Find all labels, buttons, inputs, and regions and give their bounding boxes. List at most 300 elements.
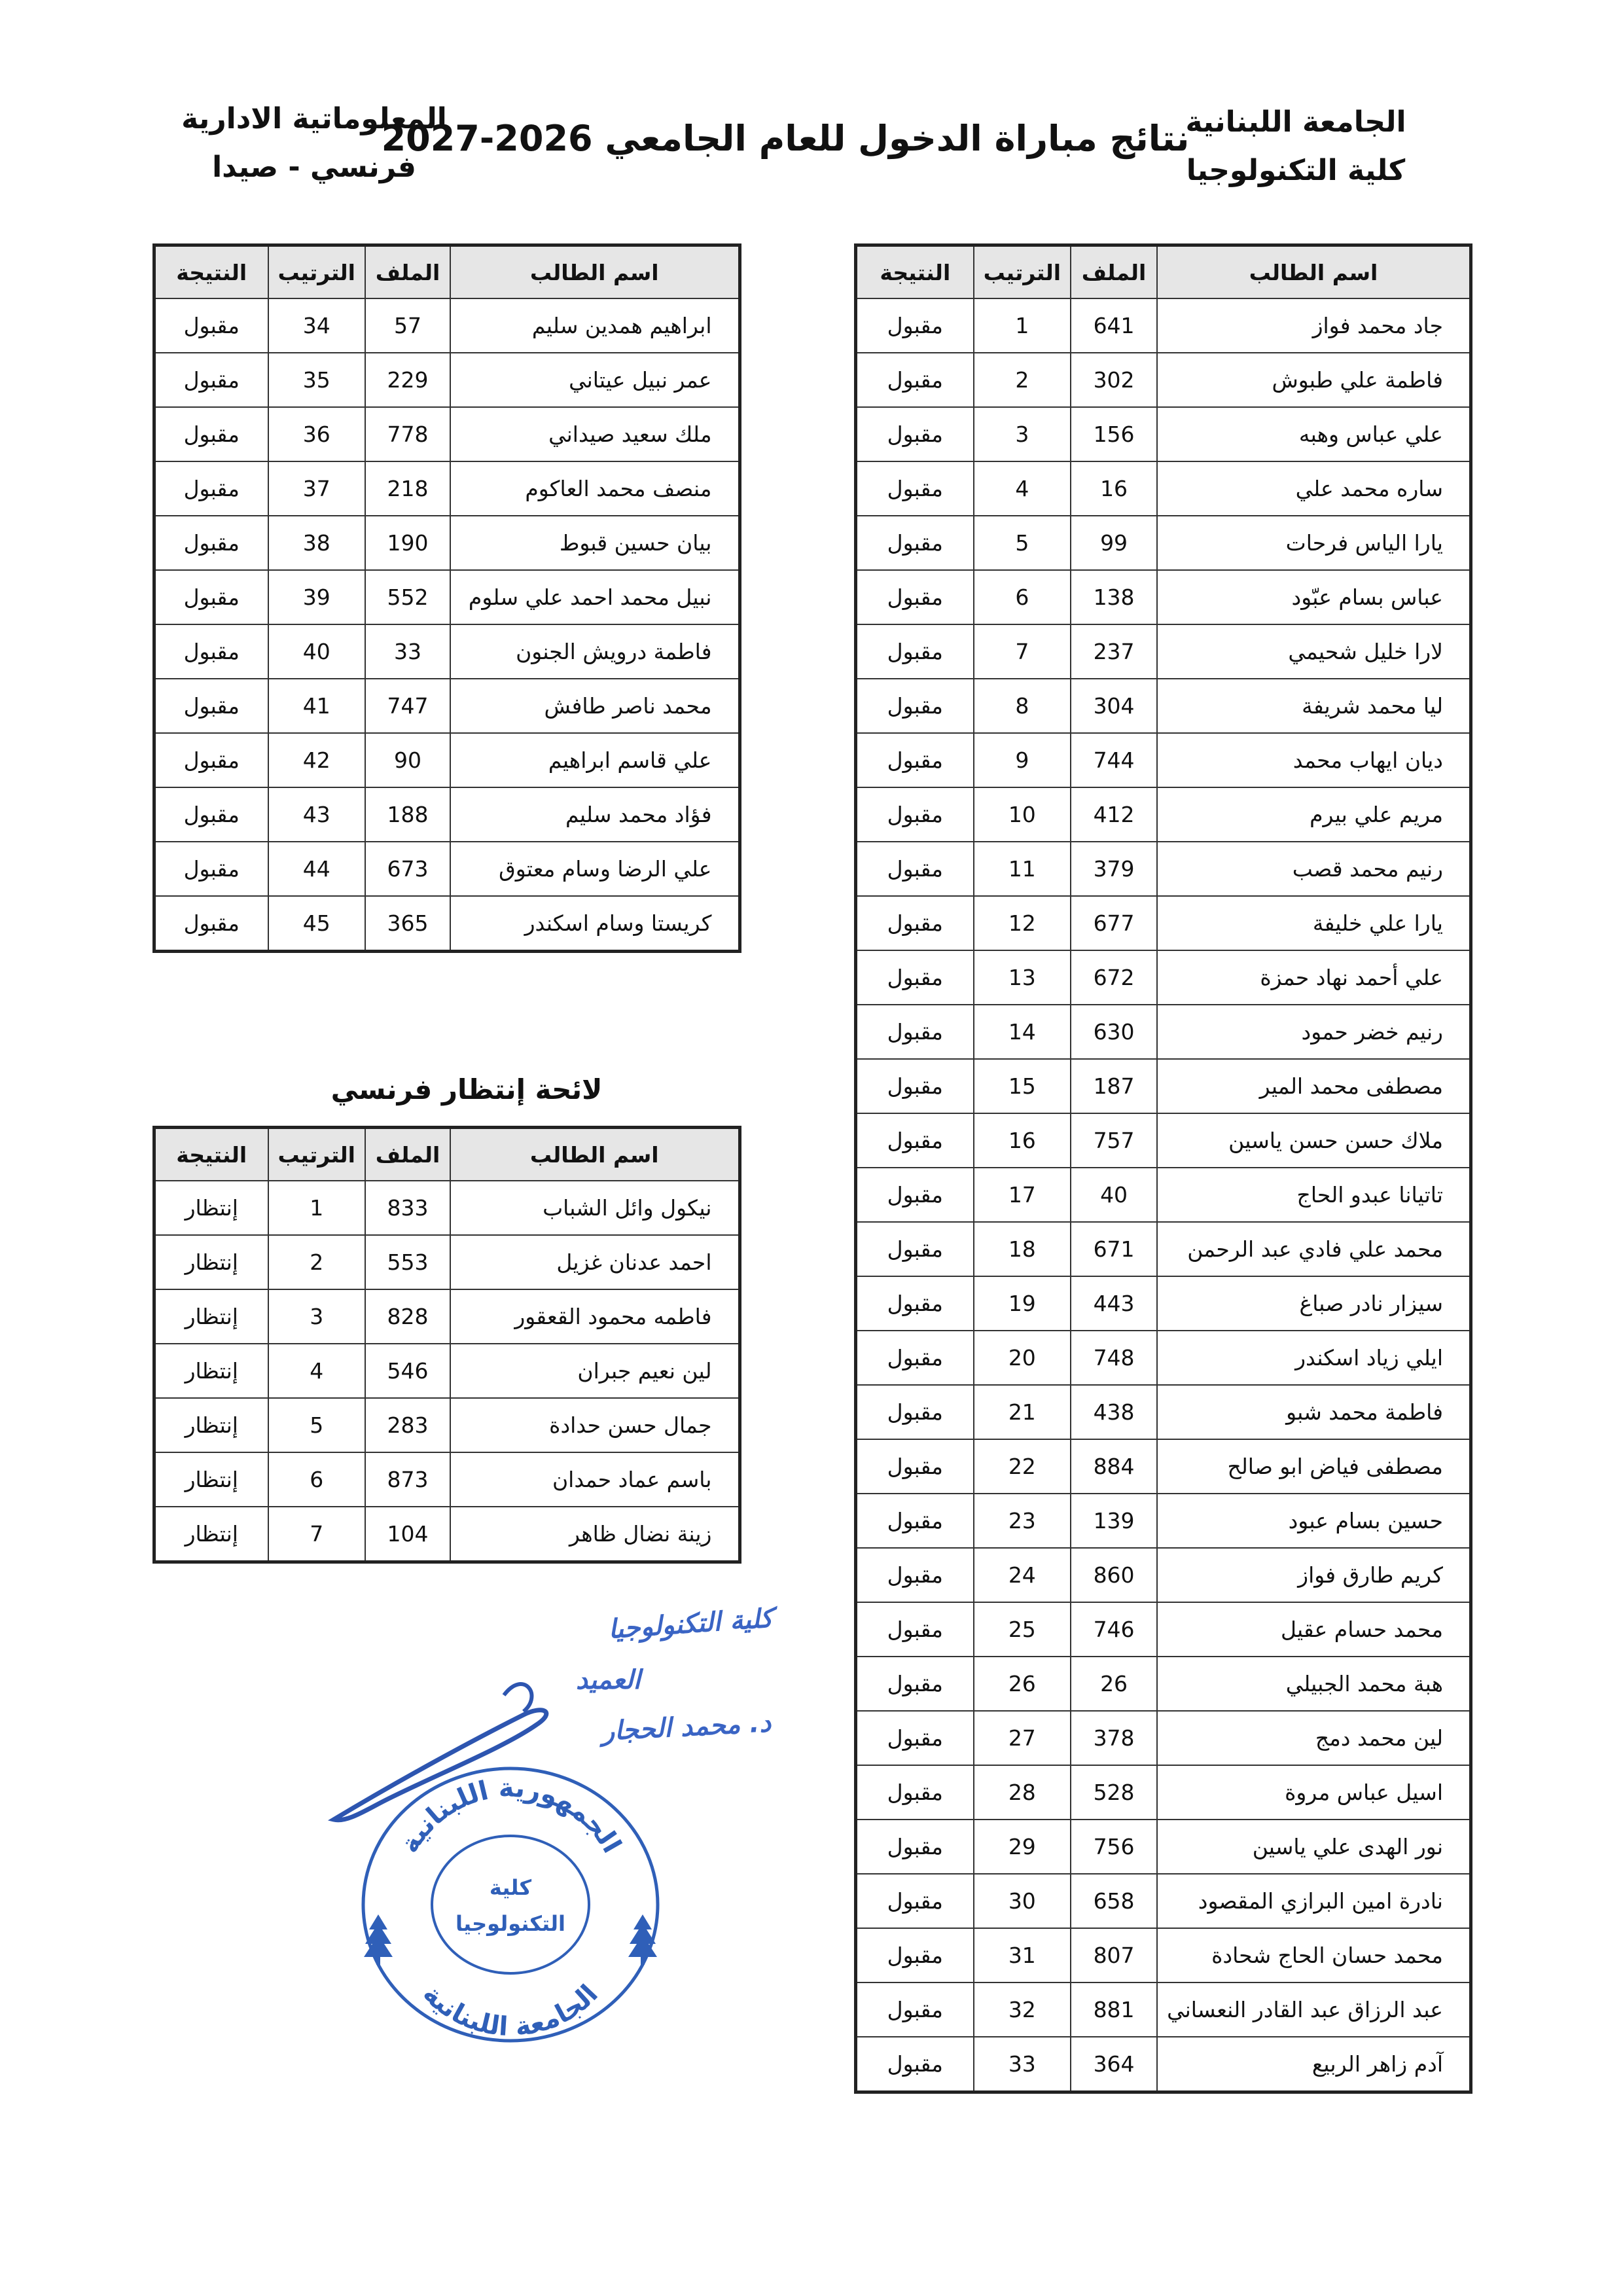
cell-file: 156: [1071, 407, 1157, 461]
cell-rank: 1: [974, 298, 1071, 353]
cell-result: مقبول: [154, 516, 268, 570]
cell-rank: 15: [974, 1059, 1071, 1113]
cell-result: مقبول: [856, 516, 974, 570]
cell-rank: 20: [974, 1331, 1071, 1385]
table-header-row: [154, 245, 740, 299]
waitlist-title: [152, 1073, 728, 1105]
cell-rank: 6: [268, 1452, 366, 1507]
cell-file: 748: [1071, 1331, 1157, 1385]
cell-file: 807: [1071, 1928, 1157, 1982]
cell-rank: 5: [974, 516, 1071, 570]
table-header-row: [856, 245, 1471, 299]
cell-file: 104: [365, 1507, 450, 1562]
cell-rank: 10: [974, 787, 1071, 842]
table-row: [856, 896, 1471, 950]
table-row: [856, 1168, 1471, 1222]
table-row: [856, 950, 1471, 1005]
stamp-text-top: [394, 1773, 626, 1858]
table-header-row: [154, 1128, 740, 1181]
cell-file: 40: [1071, 1168, 1157, 1222]
cell-name: فاطمة محمد شبو: [1157, 1385, 1471, 1439]
cell-rank: 41: [268, 679, 366, 733]
cell-name: حسين بسام عبود: [1157, 1494, 1471, 1548]
cell-result: مقبول: [856, 1222, 974, 1276]
cell-file: 641: [1071, 298, 1157, 353]
results-table-second: [152, 243, 741, 953]
cell-name: لارا خليل شحيمي: [1157, 624, 1471, 679]
cell-result: مقبول: [856, 1005, 974, 1059]
table-row: [856, 1928, 1471, 1982]
cell-result: مقبول: [856, 1711, 974, 1765]
cell-name: علي الرضا وسام معتوق: [450, 842, 740, 896]
column-header-rank: الترتيب: [268, 245, 366, 299]
cell-rank: 38: [268, 516, 366, 570]
cell-result: مقبول: [154, 624, 268, 679]
cell-result: مقبول: [856, 679, 974, 733]
cell-rank: 4: [974, 461, 1071, 516]
cell-rank: 42: [268, 733, 366, 787]
cell-result: مقبول: [856, 1874, 974, 1928]
cell-file: 229: [365, 353, 450, 407]
cell-rank: 28: [974, 1765, 1071, 1820]
cell-result: مقبول: [154, 679, 268, 733]
cell-name: رنيم محمد قصب: [1157, 842, 1471, 896]
cell-rank: 34: [268, 298, 366, 353]
cell-name: علي عباس وهبه: [1157, 407, 1471, 461]
table-row: [856, 1548, 1471, 1602]
cell-file: 546: [365, 1344, 450, 1398]
cell-rank: 25: [974, 1602, 1071, 1657]
cell-file: 16: [1071, 461, 1157, 516]
stamp-outer-ring: [363, 1768, 658, 2041]
cedar-icon-left: [364, 1914, 393, 1965]
table-row: [856, 298, 1471, 353]
table-row: [856, 1113, 1471, 1168]
results-table-main: [854, 243, 1472, 2094]
table-row: [856, 461, 1471, 516]
cell-name: يارا علي خليفة: [1157, 896, 1471, 950]
cell-name: ليا محمد شريفة: [1157, 679, 1471, 733]
signature-loop: [504, 1684, 531, 1712]
cell-rank: 13: [974, 950, 1071, 1005]
column-header-file: الملف: [365, 1128, 450, 1181]
column-header-file: الملف: [1071, 245, 1157, 299]
cell-file: 747: [365, 679, 450, 733]
cell-file: 658: [1071, 1874, 1157, 1928]
cell-result: مقبول: [856, 1602, 974, 1657]
cell-name: محمد حسام عقيل: [1157, 1602, 1471, 1657]
table-row: [154, 407, 740, 461]
waitlist-title-text: لائحة إنتظار فرنسي: [330, 1073, 603, 1105]
cell-name: فاطمة علي طبوش: [1157, 353, 1471, 407]
cell-name: مريم علي بيرم: [1157, 787, 1471, 842]
cedar-icon-right: [628, 1914, 657, 1965]
waitlist-table-body: [154, 1181, 740, 1562]
cell-result: مقبول: [154, 407, 268, 461]
table-row: [856, 1439, 1471, 1494]
table-row: [154, 570, 740, 624]
results-table-main-body: [856, 298, 1471, 2092]
cell-result: مقبول: [154, 787, 268, 842]
cell-rank: 45: [268, 896, 366, 952]
cell-name: عبد الرزاق عبد القادر النعساني: [1157, 1982, 1471, 2037]
table-row: [856, 1657, 1471, 1711]
cell-rank: 39: [268, 570, 366, 624]
table-row: [154, 896, 740, 952]
cell-file: 833: [365, 1181, 450, 1235]
cell-result: مقبول: [154, 353, 268, 407]
table-row: [856, 516, 1471, 570]
cell-file: 190: [365, 516, 450, 570]
column-header-name: اسم الطالب: [1157, 245, 1471, 299]
cell-name: جاد محمد فواز: [1157, 298, 1471, 353]
table-row: [856, 1005, 1471, 1059]
cell-name: ابراهيم همدين سليم: [450, 298, 740, 353]
cell-file: 884: [1071, 1439, 1157, 1494]
cell-name: ساره محمد علي: [1157, 461, 1471, 516]
cell-result: إنتظار: [154, 1398, 268, 1452]
cell-rank: 4: [268, 1344, 366, 1398]
column-header-result: النتيجة: [154, 1128, 268, 1181]
cell-rank: 7: [268, 1507, 366, 1562]
cell-result: مقبول: [856, 842, 974, 896]
cell-result: مقبول: [856, 1657, 974, 1711]
cell-result: مقبول: [856, 1982, 974, 2037]
table-row: [154, 461, 740, 516]
table-row: [856, 1982, 1471, 2037]
cell-file: 378: [1071, 1711, 1157, 1765]
cell-rank: 16: [974, 1113, 1071, 1168]
table-row: [856, 1765, 1471, 1820]
cell-result: إنتظار: [154, 1181, 268, 1235]
cell-name: فؤاد محمد سليم: [450, 787, 740, 842]
cell-result: مقبول: [856, 1168, 974, 1222]
cell-result: مقبول: [856, 1385, 974, 1439]
stamp-inner-ring: [432, 1836, 589, 1973]
cell-file: 139: [1071, 1494, 1157, 1548]
cell-rank: 30: [974, 1874, 1071, 1928]
page-title-text: نتائج مباراة الدخول للعام الجامعي 2026-2027: [381, 118, 1190, 159]
table-row: [154, 1398, 740, 1452]
cell-name: نادرة امين البرازي المقصود: [1157, 1874, 1471, 1928]
cell-rank: 3: [974, 407, 1071, 461]
cell-name: ملك سعيد صيداني: [450, 407, 740, 461]
cell-name: ديان ايهاب محمد: [1157, 733, 1471, 787]
cell-result: مقبول: [154, 570, 268, 624]
cell-file: 672: [1071, 950, 1157, 1005]
cell-result: مقبول: [856, 1928, 974, 1982]
cell-rank: 19: [974, 1276, 1071, 1331]
stamp-inner-line2: التكنولوجيا: [455, 1911, 565, 1936]
cell-file: 364: [1071, 2037, 1157, 2092]
column-header-name: اسم الطالب: [450, 1128, 740, 1181]
cell-result: مقبول: [856, 1765, 974, 1820]
cell-file: 746: [1071, 1602, 1157, 1657]
cell-rank: 24: [974, 1548, 1071, 1602]
cell-result: مقبول: [856, 1439, 974, 1494]
cell-rank: 3: [268, 1289, 366, 1344]
cell-result: مقبول: [856, 1548, 974, 1602]
cell-name: علي قاسم ابراهيم: [450, 733, 740, 787]
column-header-rank: الترتيب: [268, 1128, 366, 1181]
cell-result: مقبول: [856, 1820, 974, 1874]
department-name: المعلوماتية الادارية: [181, 102, 447, 135]
cell-rank: 2: [974, 353, 1071, 407]
cell-file: 90: [365, 733, 450, 787]
cell-result: إنتظار: [154, 1507, 268, 1562]
table-row: [856, 1276, 1471, 1331]
cell-rank: 1: [268, 1181, 366, 1235]
cell-rank: 44: [268, 842, 366, 896]
cell-rank: 2: [268, 1235, 366, 1289]
cell-file: 881: [1071, 1982, 1157, 2037]
cell-name: نور الهدى علي ياسين: [1157, 1820, 1471, 1874]
cell-file: 828: [365, 1289, 450, 1344]
cell-file: 630: [1071, 1005, 1157, 1059]
stamp-text-top-path: الجمهورية اللبنانية: [394, 1772, 627, 1859]
cell-name: يارا الياس فرحات: [1157, 516, 1471, 570]
cell-rank: 32: [974, 1982, 1071, 2037]
cell-name: رنيم خضر حمود: [1157, 1005, 1471, 1059]
table-row: [154, 1235, 740, 1289]
cell-result: مقبول: [856, 298, 974, 353]
cell-file: 138: [1071, 570, 1157, 624]
cell-result: مقبول: [856, 950, 974, 1005]
cell-result: إنتظار: [154, 1452, 268, 1507]
cell-file: 528: [1071, 1765, 1157, 1820]
column-header-rank: الترتيب: [974, 245, 1071, 299]
cell-name: زينة نضال ظاهر: [450, 1507, 740, 1562]
cell-result: مقبول: [856, 2037, 974, 2092]
cell-rank: 31: [974, 1928, 1071, 1982]
cell-rank: 27: [974, 1711, 1071, 1765]
table-row: [154, 1181, 740, 1235]
cell-rank: 17: [974, 1168, 1071, 1222]
table-row: [154, 1289, 740, 1344]
cell-result: مقبول: [856, 353, 974, 407]
cell-file: 860: [1071, 1548, 1157, 1602]
cell-name: احمد عدنان غزيل: [450, 1235, 740, 1289]
cell-result: مقبول: [154, 842, 268, 896]
cell-file: 33: [365, 624, 450, 679]
column-header-name: اسم الطالب: [450, 245, 740, 299]
table-row: [154, 353, 740, 407]
cell-file: 757: [1071, 1113, 1157, 1168]
cell-result: مقبول: [154, 733, 268, 787]
cell-rank: 37: [268, 461, 366, 516]
table-row: [856, 679, 1471, 733]
table-row: [154, 624, 740, 679]
table-row: [856, 353, 1471, 407]
cell-name: جمال حسن حدادة: [450, 1398, 740, 1452]
cell-file: 671: [1071, 1222, 1157, 1276]
cell-result: إنتظار: [154, 1344, 268, 1398]
cell-result: مقبول: [856, 733, 974, 787]
cell-rank: 6: [974, 570, 1071, 624]
cell-file: 552: [365, 570, 450, 624]
table-row: [154, 787, 740, 842]
faculty-name: كلية التكنولوجيا: [1186, 154, 1406, 187]
cell-result: مقبول: [856, 787, 974, 842]
table-row: [856, 1711, 1471, 1765]
cell-result: مقبول: [154, 298, 268, 353]
cell-rank: 35: [268, 353, 366, 407]
cell-name: فاطمة درويش الجنون: [450, 624, 740, 679]
cell-name: منصف محمد العاكوم: [450, 461, 740, 516]
table-row: [856, 407, 1471, 461]
table-row: [154, 298, 740, 353]
cell-name: علي أحمد نهاد حمزة: [1157, 950, 1471, 1005]
table-row: [856, 787, 1471, 842]
cell-name: كريم طارق فواز: [1157, 1548, 1471, 1602]
table-row: [856, 842, 1471, 896]
cell-name: اسيل عباس مروة: [1157, 1765, 1471, 1820]
cell-rank: 29: [974, 1820, 1071, 1874]
cell-rank: 11: [974, 842, 1071, 896]
column-header-file: الملف: [365, 245, 450, 299]
cell-name: محمد حسان الحاج شحادة: [1157, 1928, 1471, 1982]
cell-name: تاتيانا عبدو الحاج: [1157, 1168, 1471, 1222]
table-row: [856, 1602, 1471, 1657]
stamp-inner-line1: كلية: [489, 1875, 532, 1900]
cell-name: آدم زاهر الربيع: [1157, 2037, 1471, 2092]
cell-rank: 21: [974, 1385, 1071, 1439]
cell-file: 365: [365, 896, 450, 952]
cell-rank: 26: [974, 1657, 1071, 1711]
table-row: [856, 733, 1471, 787]
table-row: [856, 624, 1471, 679]
cell-result: مقبول: [856, 1331, 974, 1385]
cell-file: 187: [1071, 1059, 1157, 1113]
cell-result: إنتظار: [154, 1235, 268, 1289]
signature-line-faculty: كلية التكنولوجيا: [607, 1603, 774, 1645]
cell-name: باسم عماد حمدان: [450, 1452, 740, 1507]
table-row: [154, 733, 740, 787]
cell-result: مقبول: [856, 407, 974, 461]
cell-result: مقبول: [856, 624, 974, 679]
cell-rank: 40: [268, 624, 366, 679]
cell-file: 756: [1071, 1820, 1157, 1874]
cell-name: لين محمد دمج: [1157, 1711, 1471, 1765]
table-row: [856, 1385, 1471, 1439]
signature-line-dean: العميد: [576, 1665, 641, 1695]
cell-result: مقبول: [856, 896, 974, 950]
table-row: [856, 1494, 1471, 1548]
cell-rank: 12: [974, 896, 1071, 950]
cell-name: ايلي زياد اسكندر: [1157, 1331, 1471, 1385]
cell-name: بيان حسين قبوط: [450, 516, 740, 570]
cell-rank: 5: [268, 1398, 366, 1452]
table-row: [856, 1331, 1471, 1385]
cell-rank: 18: [974, 1222, 1071, 1276]
cell-name: عمر نبيل عيتاني: [450, 353, 740, 407]
table-row: [856, 570, 1471, 624]
cell-rank: 22: [974, 1439, 1071, 1494]
cell-name: مصطفى فياض ابو صالح: [1157, 1439, 1471, 1494]
cell-result: مقبول: [154, 896, 268, 952]
table-row: [856, 1874, 1471, 1928]
cell-name: محمد ناصر طافش: [450, 679, 740, 733]
cell-file: 673: [365, 842, 450, 896]
cell-file: 553: [365, 1235, 450, 1289]
official-stamp: [340, 1754, 681, 2055]
cell-file: 744: [1071, 733, 1157, 787]
cell-result: مقبول: [856, 570, 974, 624]
cell-name: هبة محمد الجبيلي: [1157, 1657, 1471, 1711]
cell-rank: 7: [974, 624, 1071, 679]
column-header-result: النتيجة: [856, 245, 974, 299]
cell-file: 677: [1071, 896, 1157, 950]
signature-line-name: د. محمد الحجار: [601, 1708, 772, 1747]
cell-file: 873: [365, 1452, 450, 1507]
stamp-text-bottom-path: الجامعة اللبنانية: [417, 1979, 604, 2043]
cell-result: مقبول: [856, 1113, 974, 1168]
cell-result: إنتظار: [154, 1289, 268, 1344]
cell-file: 26: [1071, 1657, 1157, 1711]
cell-rank: 36: [268, 407, 366, 461]
table-row: [154, 1507, 740, 1562]
cell-rank: 33: [974, 2037, 1071, 2092]
cell-result: مقبول: [856, 1059, 974, 1113]
cell-result: مقبول: [154, 461, 268, 516]
table-row: [154, 679, 740, 733]
cell-result: مقبول: [856, 1494, 974, 1548]
cell-rank: 23: [974, 1494, 1071, 1548]
waitlist-table: [152, 1126, 741, 1564]
column-header-result: النتيجة: [154, 245, 268, 299]
cell-file: 412: [1071, 787, 1157, 842]
cell-file: 302: [1071, 353, 1157, 407]
cell-name: ملاك حسن حسن ياسين: [1157, 1113, 1471, 1168]
cell-file: 237: [1071, 624, 1157, 679]
cell-file: 443: [1071, 1276, 1157, 1331]
table-row: [154, 842, 740, 896]
cell-file: 283: [365, 1398, 450, 1452]
section-name: فرنسي - صيدا: [212, 151, 416, 184]
cell-file: 379: [1071, 842, 1157, 896]
cell-rank: 8: [974, 679, 1071, 733]
table-row: [154, 1452, 740, 1507]
stamp-text-bottom: [417, 1979, 604, 2042]
cell-name: لين نعيم جبران: [450, 1344, 740, 1398]
university-name: الجامعة اللبنانية: [1185, 105, 1406, 139]
cell-file: 304: [1071, 679, 1157, 733]
table-row: [856, 1059, 1471, 1113]
cell-name: سيزار نادر صباغ: [1157, 1276, 1471, 1331]
cell-file: 778: [365, 407, 450, 461]
cell-rank: 14: [974, 1005, 1071, 1059]
results-table-second-body: [154, 298, 740, 952]
table-row: [856, 2037, 1471, 2092]
cell-result: مقبول: [856, 1276, 974, 1331]
cell-name: فاطمه محمود القعقور: [450, 1289, 740, 1344]
cell-result: مقبول: [856, 461, 974, 516]
cell-file: 57: [365, 298, 450, 353]
cell-file: 438: [1071, 1385, 1157, 1439]
cell-name: نيكول وائل الشباب: [450, 1181, 740, 1235]
cell-name: محمد علي فادي عبد الرحمن: [1157, 1222, 1471, 1276]
cell-file: 188: [365, 787, 450, 842]
header-program: [170, 95, 458, 192]
cell-name: عباس بسام عبّود: [1157, 570, 1471, 624]
table-row: [856, 1820, 1471, 1874]
cell-rank: 43: [268, 787, 366, 842]
table-row: [154, 516, 740, 570]
table-row: [856, 1222, 1471, 1276]
cell-file: 99: [1071, 516, 1157, 570]
cell-name: نبيل محمد احمد علي سلوم: [450, 570, 740, 624]
cell-name: كريستا وسام اسكندر: [450, 896, 740, 952]
